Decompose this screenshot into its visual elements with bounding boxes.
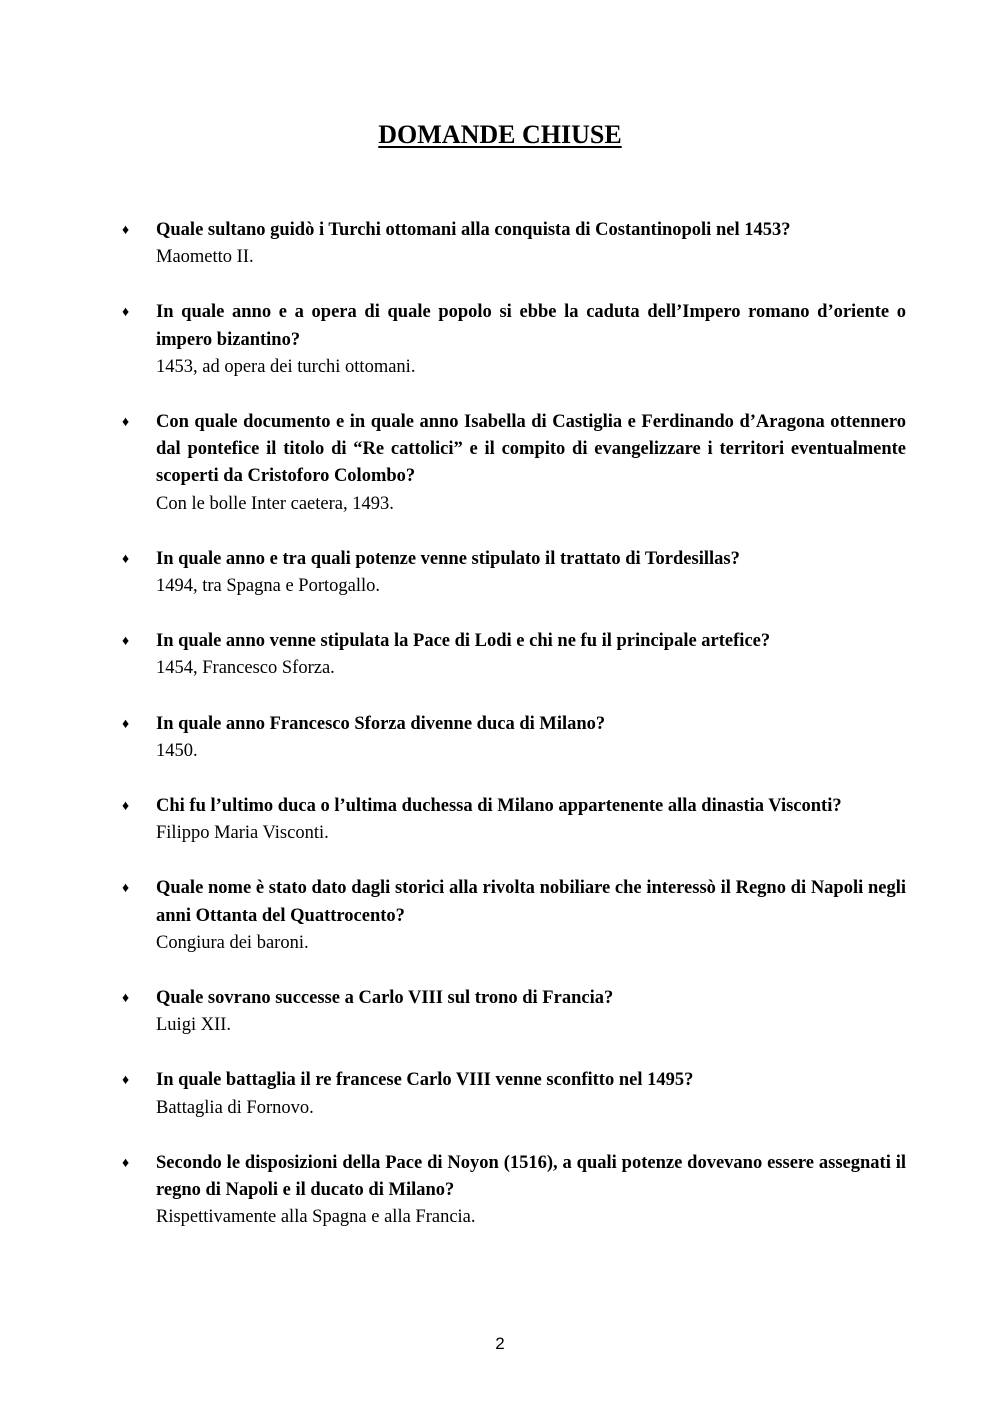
- list-item: [122, 409, 906, 518]
- list-item: [122, 711, 906, 765]
- diamond-icon: ♦: [122, 716, 130, 732]
- list-item: [122, 1067, 906, 1121]
- diamond-icon: ♦: [122, 799, 130, 815]
- question-text: In quale anno e a opera di quale popolo si ebbe la caduta dell’Impero romano d’oriente o impero bizantino?: [156, 302, 906, 350]
- question-text: Quale sovrano successe a Carlo VIII sul trono di Francia?: [156, 988, 614, 1009]
- list-item: [122, 985, 906, 1039]
- list-item: [122, 1150, 906, 1232]
- answer-text: 1494, tra Spagna e Portogallo.: [156, 576, 381, 597]
- answer-text: Rispettivamente alla Spagna e alla Francia.: [156, 1207, 476, 1228]
- answer-text: Congiura dei baroni.: [156, 932, 309, 953]
- list-item: [122, 217, 906, 271]
- answer-text: Maometto II.: [156, 247, 254, 268]
- page-title: DOMANDE CHIUSE: [378, 120, 622, 149]
- diamond-icon: ♦: [122, 991, 130, 1007]
- diamond-icon: ♦: [122, 881, 130, 897]
- question-text: Con quale documento e in quale anno Isabella di Castiglia e Ferdinando d’Aragona ottennero dal pontefice il titolo di “Re cattolici” e il compito di evangelizzare i territori eventualmente scoperti da Cristoforo Colombo?: [156, 412, 906, 487]
- answer-text: Con le bolle Inter caetera, 1493.: [156, 493, 394, 514]
- diamond-icon: ♦: [122, 634, 130, 650]
- page-number: 2: [495, 1334, 505, 1353]
- question-text: In quale anno e tra quali potenze venne stipulato il trattato di Tordesillas?: [156, 548, 740, 569]
- question-text: In quale battaglia il re francese Carlo VIII venne sconfitto nel 1495?: [156, 1070, 694, 1091]
- diamond-icon: ♦: [122, 1155, 130, 1171]
- answer-text: 1453, ad opera dei turchi ottomani.: [156, 356, 416, 377]
- question-text: Quale sultano guidò i Turchi ottomani alla conquista di Costantinopoli nel 1453?: [156, 220, 791, 240]
- list-item: [122, 793, 906, 847]
- question-text: In quale anno venne stipulata la Pace di Lodi e chi ne fu il principale artefice?: [156, 631, 771, 652]
- question-text: Quale nome è stato dato dagli storici alla rivolta nobiliare che interessò il Regno di Napoli negli anni Ottanta del Quattrocento?: [156, 878, 906, 926]
- list-item: [122, 628, 906, 682]
- list-item: [122, 546, 906, 600]
- answer-text: Luigi XII.: [156, 1015, 232, 1036]
- answer-text: Filippo Maria Visconti.: [156, 823, 329, 844]
- question-text: Chi fu l’ultimo duca o l’ultima duchessa di Milano appartenente alla dinastia Visconti?: [156, 796, 842, 817]
- diamond-icon: ♦: [122, 415, 130, 431]
- answer-text: 1450.: [156, 740, 198, 761]
- answer-text: 1454, Francesco Sforza.: [156, 658, 335, 679]
- list-item: [122, 875, 906, 957]
- list-item: [122, 299, 906, 381]
- diamond-icon: ♦: [122, 551, 130, 567]
- answer-text: Battaglia di Fornovo.: [156, 1097, 314, 1118]
- question-list: [122, 217, 906, 1259]
- question-text: In quale anno Francesco Sforza divenne duca di Milano?: [156, 713, 606, 734]
- question-text: Secondo le disposizioni della Pace di Noyon (1516), a quali potenze dovevano essere assegnati il regno di Napoli e il ducato di Milano?: [156, 1152, 906, 1201]
- diamond-icon: ♦: [122, 305, 130, 321]
- diamond-icon: ♦: [122, 1073, 130, 1089]
- diamond-icon: ♦: [122, 223, 130, 238]
